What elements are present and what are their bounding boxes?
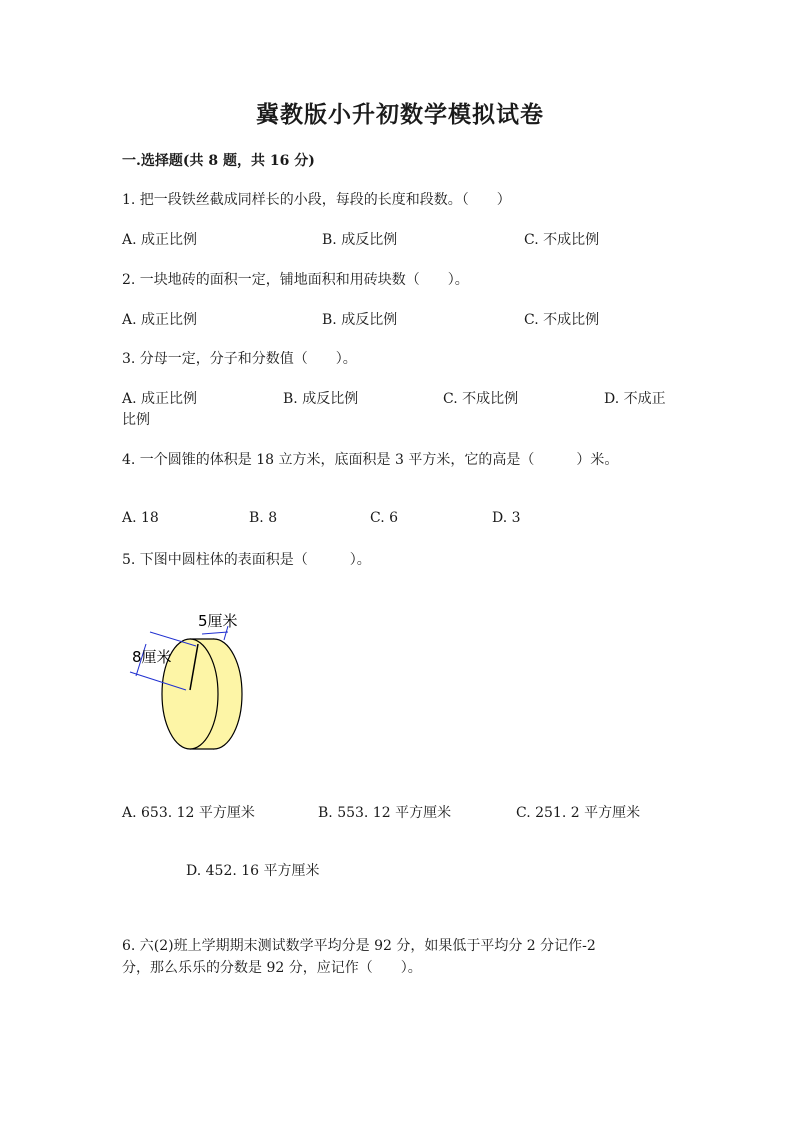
q2-option-c[interactable]: C. 不成比例 xyxy=(524,312,600,328)
q4-option-d[interactable]: D. 3 xyxy=(492,510,521,526)
q2-option-a[interactable]: A. 成正比例 xyxy=(122,312,198,328)
question-3-stem: 3. 分母一定，分子和分数值（ ）。 xyxy=(122,351,357,367)
question-2-stem: 2. 一块地砖的面积一定，铺地面积和用砖块数（ ）。 xyxy=(122,272,469,288)
question-4-stem: 4. 一个圆锥的体积是 18 立方米，底面积是 3 平方米，它的高是（ ）米。 xyxy=(122,452,619,468)
radius-label: 8厘米 xyxy=(132,648,172,666)
question-6-stem-line-2: 分，那么乐乐的分数是 92 分，应记作（ ）。 xyxy=(122,960,422,976)
q4-option-b[interactable]: B. 8 xyxy=(249,510,278,526)
q5-option-b[interactable]: B. 553. 12 平方厘米 xyxy=(318,805,452,821)
q1-option-c[interactable]: C. 不成比例 xyxy=(524,232,600,248)
question-5-stem: 5. 下图中圆柱体的表面积是（ ）。 xyxy=(122,552,371,568)
q4-option-c[interactable]: C. 6 xyxy=(370,510,399,526)
q3-option-d[interactable]: D. 不成正 xyxy=(604,391,666,407)
q3-option-a[interactable]: A. 成正比例 xyxy=(122,391,198,407)
height-label: 5厘米 xyxy=(198,612,238,630)
q3-option-c[interactable]: C. 不成比例 xyxy=(443,391,519,407)
q1-option-b[interactable]: B. 成反比例 xyxy=(322,232,398,248)
q3-option-d-wrap: 比例 xyxy=(122,412,150,428)
page-title: 冀教版小升初数学模拟试卷 xyxy=(256,101,544,128)
q5-option-a[interactable]: A. 653. 12 平方厘米 xyxy=(122,805,255,821)
q5-option-c[interactable]: C. 251. 2 平方厘米 xyxy=(516,805,641,821)
question-6-stem-line-1: 6. 六(2)班上学期期末测试数学平均分是 92 分，如果低于平均分 2 分记作-2 xyxy=(122,938,596,954)
q5-option-d[interactable]: D. 452. 16 平方厘米 xyxy=(186,863,320,879)
question-1-stem: 1. 把一段铁丝截成同样长的小段，每段的长度和段数。（ ） xyxy=(122,192,511,208)
q3-option-b[interactable]: B. 成反比例 xyxy=(283,391,359,407)
cylinder-figure xyxy=(120,604,260,764)
height-dimension-arrow xyxy=(202,632,228,634)
q2-option-b[interactable]: B. 成反比例 xyxy=(322,312,398,328)
q1-option-a[interactable]: A. 成正比例 xyxy=(122,232,198,248)
section-heading: 一.选择题(共 8 题，共 16 分) xyxy=(122,153,315,169)
q4-option-a[interactable]: A. 18 xyxy=(122,510,159,526)
